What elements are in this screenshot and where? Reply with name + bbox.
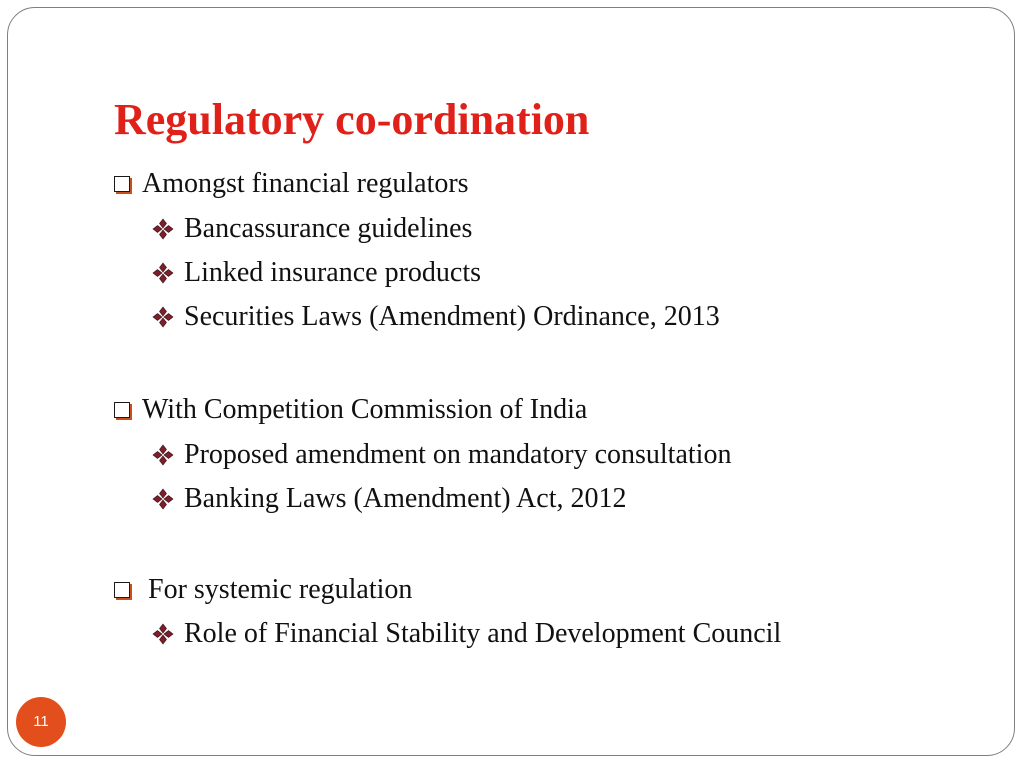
section-heading-text: With Competition Commission of India: [142, 394, 588, 425]
list-item: [150, 617, 781, 651]
section-heading-2: [114, 393, 587, 427]
diamond-bullet-icon: [150, 442, 176, 468]
list-item: [150, 438, 731, 472]
slide-title: Regulatory co-ordination: [114, 95, 590, 144]
list-item: [150, 482, 626, 516]
section-heading-1: [114, 167, 469, 201]
list-item: [150, 212, 472, 246]
list-item-text: Securities Laws (Amendment) Ordinance, 2013: [184, 301, 720, 332]
diamond-bullet-icon: [150, 621, 176, 647]
section-heading-text: Amongst financial regulators: [142, 168, 469, 199]
diamond-bullet-icon: [150, 216, 176, 242]
list-item: [150, 300, 720, 334]
diamond-bullet-icon: [150, 304, 176, 330]
list-item-text: Role of Financial Stability and Development Council: [184, 618, 782, 649]
diamond-bullet-icon: [150, 486, 176, 512]
page-number-badge: 11: [16, 697, 66, 747]
diamond-bullet-icon: [150, 260, 176, 286]
list-item-text: Linked insurance products: [184, 257, 482, 288]
list-item-text: Banking Laws (Amendment) Act, 2012: [184, 483, 627, 514]
list-item: [150, 256, 481, 290]
list-item-text: Bancassurance guidelines: [184, 213, 473, 244]
square-bullet-icon: [114, 176, 130, 192]
section-heading-3: [114, 573, 412, 607]
list-item-text: Proposed amendment on mandatory consultation: [184, 439, 732, 470]
square-bullet-icon: [114, 402, 130, 418]
section-heading-text: For systemic regulation: [148, 574, 413, 605]
square-bullet-icon: [114, 582, 130, 598]
